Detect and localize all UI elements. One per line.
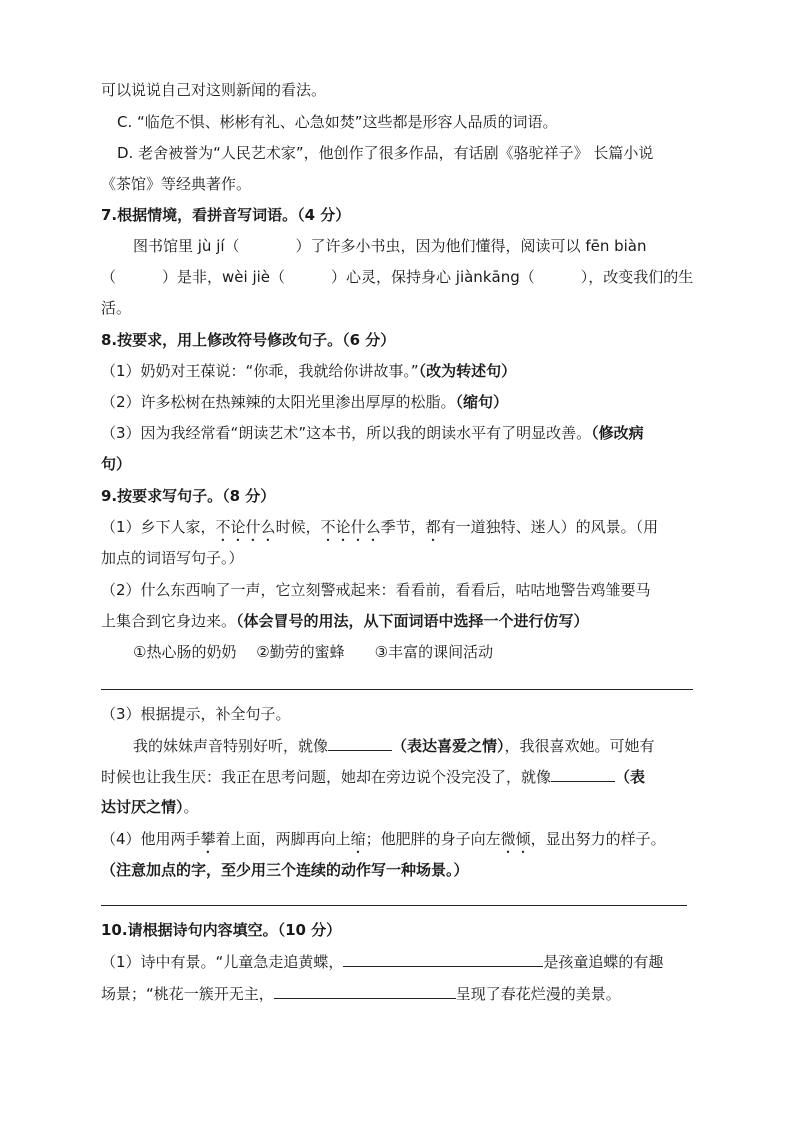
q9-requirement: 达讨厌之情）: [101, 798, 184, 816]
q9-dotted-word: 缩: [350, 830, 366, 848]
fill-blank-3[interactable]: [343, 951, 543, 967]
q8-item-3: [101, 423, 644, 443]
q8-item-1: [101, 361, 516, 381]
q8-sentence: （2）许多松树在热辣辣的太阳光里渗出厚厚的松脂。: [101, 393, 456, 411]
text-line: 可以说说自己对这则新闻的看法。: [101, 81, 327, 99]
q9-dotted-word: 都: [425, 518, 441, 536]
option-d: D. 老舍被誉为“人民艺术家”，他创作了很多作品，有话剧《骆驼祥子》 长篇小说: [117, 144, 654, 162]
q8-sentence: （3）因为我经常看“朗读艺术”这本书，所以我的朗读水平有了明显改善。: [101, 424, 592, 442]
q9-text: （4）他用两手: [101, 830, 201, 848]
q7-line1: [133, 236, 647, 256]
q9-item-3-p2: [101, 766, 645, 787]
q8-requirement: （修改病: [591, 424, 644, 442]
q10-text: 场景；“桃花一簇开无主，: [101, 985, 274, 1003]
q9-item-3: （3）根据提示，补全句子。: [101, 705, 291, 723]
q10-title: 10.请根据诗句内容填空。（10 分）: [101, 921, 342, 939]
q7-line2: [101, 267, 693, 287]
q8-title: 8.按要求，用上修改符号修改句子。（6 分）: [101, 331, 396, 349]
q7-line3: 活。: [101, 299, 132, 317]
q9-item-2-cont: [101, 611, 589, 631]
q9-item-1: [101, 517, 658, 545]
q9-dotted-word: 微倾: [500, 830, 531, 848]
q7-text: （: [101, 268, 117, 286]
q9-text: 。: [183, 798, 199, 816]
q9-dotted-word: 不论什么: [320, 518, 381, 536]
text-line: 《茶馆》等经典著作。: [101, 175, 252, 193]
q7-text: ），改变我们的生: [580, 268, 694, 286]
q9-text: 着上面，两脚再向上: [215, 830, 351, 848]
q9-text: 上集合到它身边来。: [101, 612, 237, 630]
q8-requirement-cont: 句）: [101, 455, 132, 473]
q8-item-2: [101, 392, 508, 412]
q7-text: ）心灵，保持身心 jiànkāng（: [331, 268, 535, 286]
q9-item-1-cont: 加点的词语写句子。）: [101, 549, 244, 567]
q9-requirement: （注意加点的字，至少用三个连续的动作写一种场景。）: [101, 861, 469, 879]
q9-text: 有一道独特、迷人）的风景。（用: [440, 518, 659, 536]
q7-text: ）是非，wèi jiè（: [162, 268, 286, 286]
q10-item-1-cont: [101, 983, 621, 1004]
q9-dotted-word: 不论什么: [215, 518, 276, 536]
q7-title: 7.根据情境，看拼音写词语。（4 分）: [101, 206, 351, 224]
fill-blank-4[interactable]: [274, 983, 456, 999]
q9-text: 我的妹妹声音特别好听，就像: [133, 737, 329, 755]
q9-item-4: [101, 829, 666, 857]
q9-requirement: （表: [615, 768, 646, 786]
q9-options: ①热心肠的奶奶 ②勤劳的蜜蜂 ③丰富的课间活动: [133, 643, 494, 661]
q9-requirement: （体会冒号的用法，从下面词语中选择一个进行仿写）: [236, 612, 589, 630]
q9-text: 季节，: [380, 518, 426, 536]
q9-requirement: （表达喜爱之情）: [392, 737, 505, 755]
q9-text: ，我很喜欢她。可她有: [504, 737, 655, 755]
q10-text: （1）诗中有景。“儿童急走追黄蝶，: [101, 953, 344, 971]
fill-blank-1[interactable]: [328, 735, 392, 751]
q9-title: 9.按要求写句子。（8 分）: [101, 487, 276, 505]
q9-dotted-word: 攀: [200, 830, 216, 848]
q10-text: 是孩童追蝶的有趣: [543, 953, 664, 971]
q8-requirement: （缩句）: [455, 393, 509, 411]
q10-item-1: [101, 951, 663, 972]
option-c: C. “临危不惧、彬彬有礼、心急如焚”这些都是形容人品质的词语。: [117, 113, 558, 131]
q7-text: 图书馆里 jù jí（: [133, 237, 240, 255]
q8-requirement: （改为转述句）: [418, 362, 517, 380]
q7-text: ）了许多小书虫，因为他们懂得，阅读可以 fēn biàn: [295, 237, 647, 255]
q9-text: 时候也让我生厌：我正在思考问题，她却在旁边说个没完没了，就像: [101, 768, 552, 786]
fill-blank-2[interactable]: [551, 766, 615, 782]
q9-text: （1）乡下人家，: [101, 518, 216, 536]
q9-item-3-p3: [101, 797, 199, 817]
q9-item-2: （2）什么东西响了一声，它立刻警戒起来：看看前，看看后，咕咕地警告鸡雏要马: [101, 581, 651, 599]
answer-line[interactable]: [101, 905, 687, 906]
q9-item-3-p1: [133, 735, 655, 756]
q8-sentence: （1）奶奶对王葆说：“你乖，我就给你讲故事。”: [101, 362, 419, 380]
q10-text: 呈现了春花烂漫的美景。: [455, 985, 621, 1003]
q9-text: ，显出努力的样子。: [530, 830, 666, 848]
q9-text: 时候，: [275, 518, 321, 536]
answer-line[interactable]: [101, 689, 693, 690]
q9-text: ；他肥胖的身子向左: [365, 830, 501, 848]
